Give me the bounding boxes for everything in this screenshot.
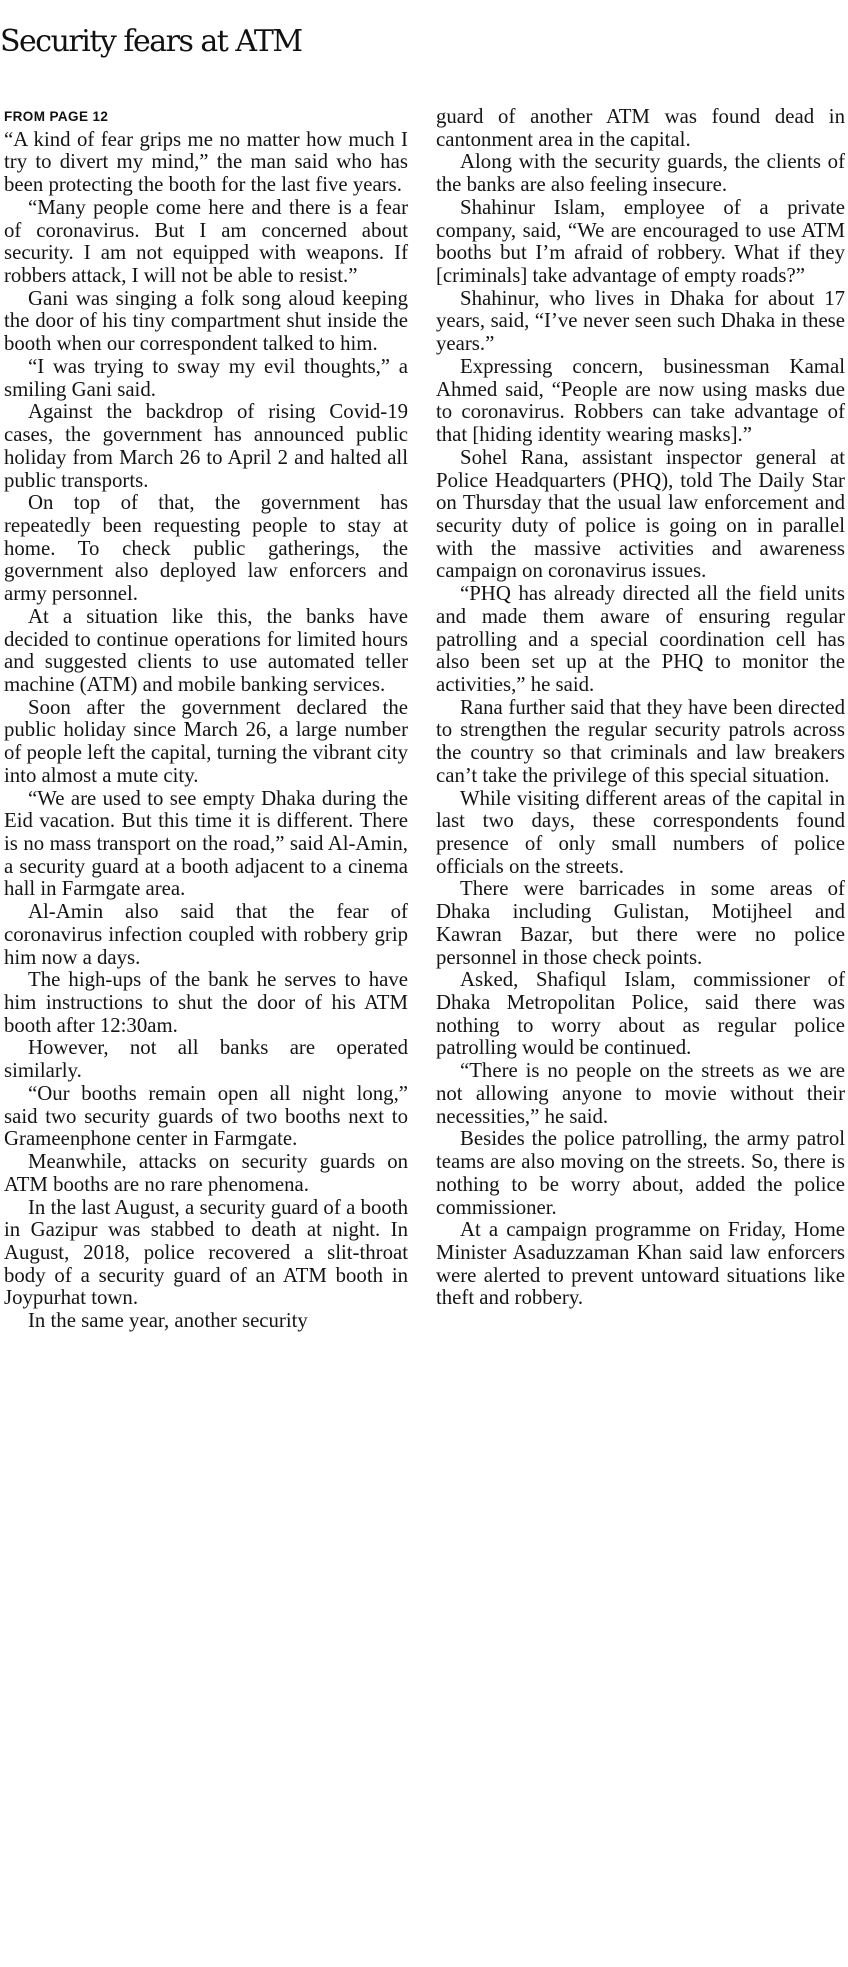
paragraph: Besides the police patrolling, the army patrol teams are also moving on the streets. So, there is nothing to be worry about, added the police commissioner. [436, 1127, 845, 1219]
paragraph: However, not all banks are operated similarly. [4, 1036, 408, 1083]
paragraph: “A kind of fear grips me no matter how much I try to divert my mind,” the man said who has been protecting the booth for the last five years. [4, 127, 408, 197]
article-column-right [436, 106, 845, 1310]
paragraph: “I was trying to sway my evil thoughts,” a smiling Gani said. [4, 354, 408, 401]
paragraph: Meanwhile, attacks on security guards on ATM booths are no rare phenomena. [4, 1150, 408, 1196]
jump-line: FROM PAGE 12 [4, 109, 109, 124]
paragraph: “Many people come here and there is a fear of coronavirus. But I am concerned about security. I am not equipped with weapons. If robbers attack, I will not be able to resist.” [4, 195, 408, 288]
paragraph: Against the backdrop of rising Covid-19 cases, the government has announced public holiday from March 26 to April 2 and halted all public transports. [4, 400, 408, 492]
paragraph: Along with the security guards, the clients of the banks are also feeling insecure. [436, 150, 845, 197]
headline: Security fears at ATM [0, 24, 302, 59]
paragraph: Shahinur, who lives in Dhaka for about 17 years, said, “I’ve never seen such Dhaka in these years.” [436, 286, 845, 356]
paragraph: The high-ups of the bank he serves to have him instructions to shut the door of his ATM booth after 12:30am. [4, 968, 408, 1037]
paragraph: Sohel Rana, assistant inspector general at Police Headquarters (PHQ), told The Daily Star on Thursday that the usual law enforcement and security duty of police is going on in parallel with the massive activities and awareness campaign on coronavirus issues. [436, 445, 845, 583]
paragraph: “We are used to see empty Dhaka during the Eid vacation. But this time it is different. There is no mass transport on the road,” said Al-Amin, a security guard at a booth adjacent to a cinema hall in Farmgate area. [4, 786, 408, 901]
paragraph: In the same year, another security [28, 1309, 308, 1333]
paragraph: At a situation like this, the banks have decided to continue operations for limited hours and suggested clients to use automated teller machine (ATM) and mobile banking services. [4, 604, 408, 696]
paragraph: “Our booths remain open all night long,” said two security guards of two booths next to Grameenphone center in Farmgate. [4, 1081, 408, 1151]
paragraph: In the last August, a security guard of a booth in Gazipur was stabbed to death at night. In August, 2018, police recovered a slit-throat body of a security guard of an ATM booth in Joypurhat town. [4, 1195, 408, 1310]
paragraph: Shahinur Islam, employee of a private company, said, “We are encouraged to use ATM booths but I’m afraid of robbery. What if they [criminals] take advantage of empty roads?” [436, 195, 845, 288]
article-column-left [4, 106, 408, 1333]
paragraph: Asked, Shafiqul Islam, commissioner of Dhaka Metropolitan Police, said there was nothing to worry about as regular police patrolling would be continued. [436, 968, 845, 1060]
paragraph: “PHQ has already directed all the field units and made them aware of ensuring regular patrolling and a special coordination cell has also been set up at the PHQ to monitor the activities,” he said. [436, 582, 845, 696]
paragraph: There were barricades in some areas of Dhaka including Gulistan, Motijheel and Kawran Bazar, but there were no police personnel in those check points. [436, 877, 845, 969]
paragraph: Rana further said that they have been directed to strengthen the regular security patrols across the country so that criminals and law breakers can’t take the privilege of this special situation. [436, 695, 845, 787]
paragraph-continuation: guard of another ATM was found dead in cantonment area in the capital. [436, 105, 845, 151]
paragraph: “There is no people on the streets as we are not allowing anyone to movie without their necessities,” he said. [436, 1059, 845, 1128]
paragraph: Gani was singing a folk song aloud keeping the door of his tiny compartment shut inside the booth when our correspondent talked to him. [4, 286, 408, 356]
paragraph: Al-Amin also said that the fear of coronavirus infection coupled with robbery grip him now a days. [4, 900, 408, 969]
paragraph: While visiting different areas of the capital in last two days, these correspondents found presence of only small numbers of police officials on the streets. [436, 786, 845, 878]
paragraph: Soon after the government declared the public holiday since March 26, a large number of people left the capital, turning the vibrant city into almost a mute city. [4, 695, 408, 787]
paragraph: Expressing concern, businessman Kamal Ahmed said, “People are now using masks due to coronavirus. Robbers can take advantage of that [hiding identity wearing masks].” [436, 354, 845, 447]
paragraph: On top of that, the government has repeatedly been requesting people to stay at home. To check public gatherings, the government also deployed law enforcers and army personnel. [4, 491, 408, 606]
paragraph: At a campaign programme on Friday, Home Minister Asaduzzaman Khan said law enforcers were alerted to prevent untoward situations like theft and robbery. [436, 1218, 845, 1310]
